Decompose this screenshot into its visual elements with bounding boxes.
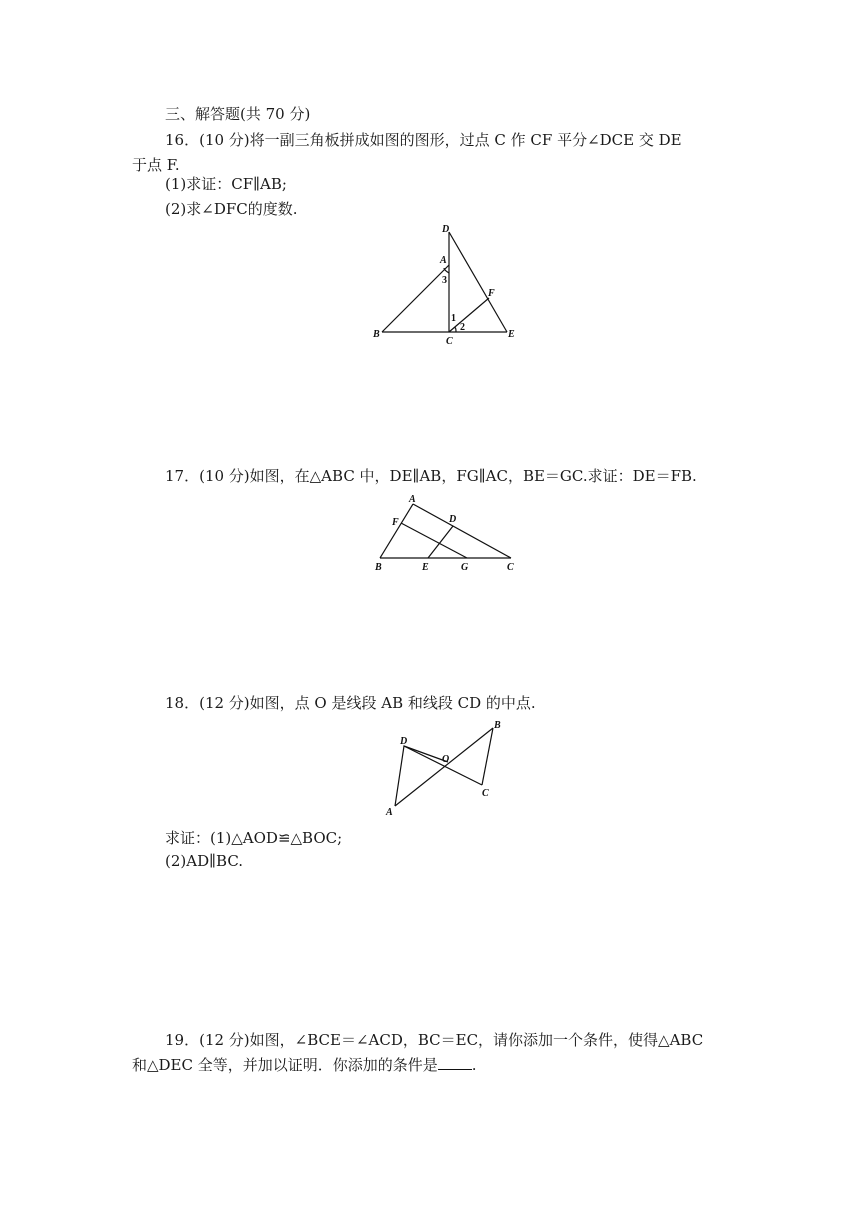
q19-text-line2-end: . <box>471 1056 477 1074</box>
q17-segment-AB <box>380 504 413 558</box>
q18-label-B: B <box>494 720 501 731</box>
q16-label-D: D <box>442 224 450 235</box>
q19-text-line2: 和△DEC 全等，并加以证明．你添加的条件是 <box>132 1056 438 1074</box>
q16-angle-3-arc <box>444 268 449 273</box>
q16-label-2: 2 <box>460 322 465 333</box>
q18-segment-DC <box>404 746 482 785</box>
q18-label-O: O <box>442 754 450 765</box>
q16-label-B: B <box>373 329 380 340</box>
q18-figure <box>380 718 520 818</box>
q19-text-line2-wrap <box>132 1055 477 1075</box>
q16-text-line2: 于点 F. <box>132 156 180 174</box>
q17-label-C: C <box>507 562 514 573</box>
q17-label-D: D <box>449 514 457 525</box>
q18-label-C: C <box>482 788 489 799</box>
q16-label-E: E <box>508 329 515 340</box>
q17-label-A: A <box>409 494 416 505</box>
q17-label-E: E <box>422 562 429 573</box>
q19-text-line1: 19．(12 分)如图，∠BCE＝∠ACD，BC＝EC，请你添加一个条件，使得△ABC <box>165 1031 704 1049</box>
q16-part2: (2)求∠DFC的度数. <box>165 200 298 218</box>
q17-segment-DE <box>428 526 453 558</box>
q18-segment-AB <box>395 728 493 806</box>
q17-label-G: G <box>461 562 469 573</box>
q16-label-C: C <box>446 336 453 347</box>
q16-label-F: F <box>488 288 495 299</box>
q17-text-line1: 17．(10 分)如图，在△ABC 中，DE∥AB，FG∥AC，BE＝GC.求证：DE＝FB. <box>165 467 697 485</box>
q16-segment-DE <box>449 232 507 332</box>
q17-segment-AC <box>413 504 511 558</box>
q17-label-F: F <box>392 517 399 528</box>
q17-figure <box>370 490 530 575</box>
section-title: 三、解答题(共 70 分) <box>165 105 311 123</box>
q16-label-1: 1 <box>451 313 456 324</box>
q16-part1: (1)求证：CF∥AB; <box>165 175 287 193</box>
q18-label-A: A <box>386 807 393 818</box>
q16-segment-AB <box>382 265 449 332</box>
q18-segment-BC <box>482 728 493 785</box>
q16-label-3: 3 <box>442 275 447 286</box>
q17-label-B: B <box>375 562 382 573</box>
q18-label-D: D <box>400 736 408 747</box>
q19-answer-blank[interactable] <box>438 1055 472 1070</box>
q16-label-A: A <box>440 255 447 266</box>
q16-angle-2-arc <box>454 328 456 333</box>
q18-text-line1: 18．(12 分)如图，点 O 是线段 AB 和线段 CD 的中点. <box>165 694 536 712</box>
q18-part2: (2)AD∥BC. <box>165 852 244 870</box>
q16-figure <box>360 220 530 350</box>
q18-part1: 求证：(1)△AOD≌△BOC; <box>165 829 343 847</box>
q16-text-line1: 16．(10 分)将一副三角板拼成如图的图形，过点 C 作 CF 平分∠DCE 交 DE <box>165 131 682 149</box>
